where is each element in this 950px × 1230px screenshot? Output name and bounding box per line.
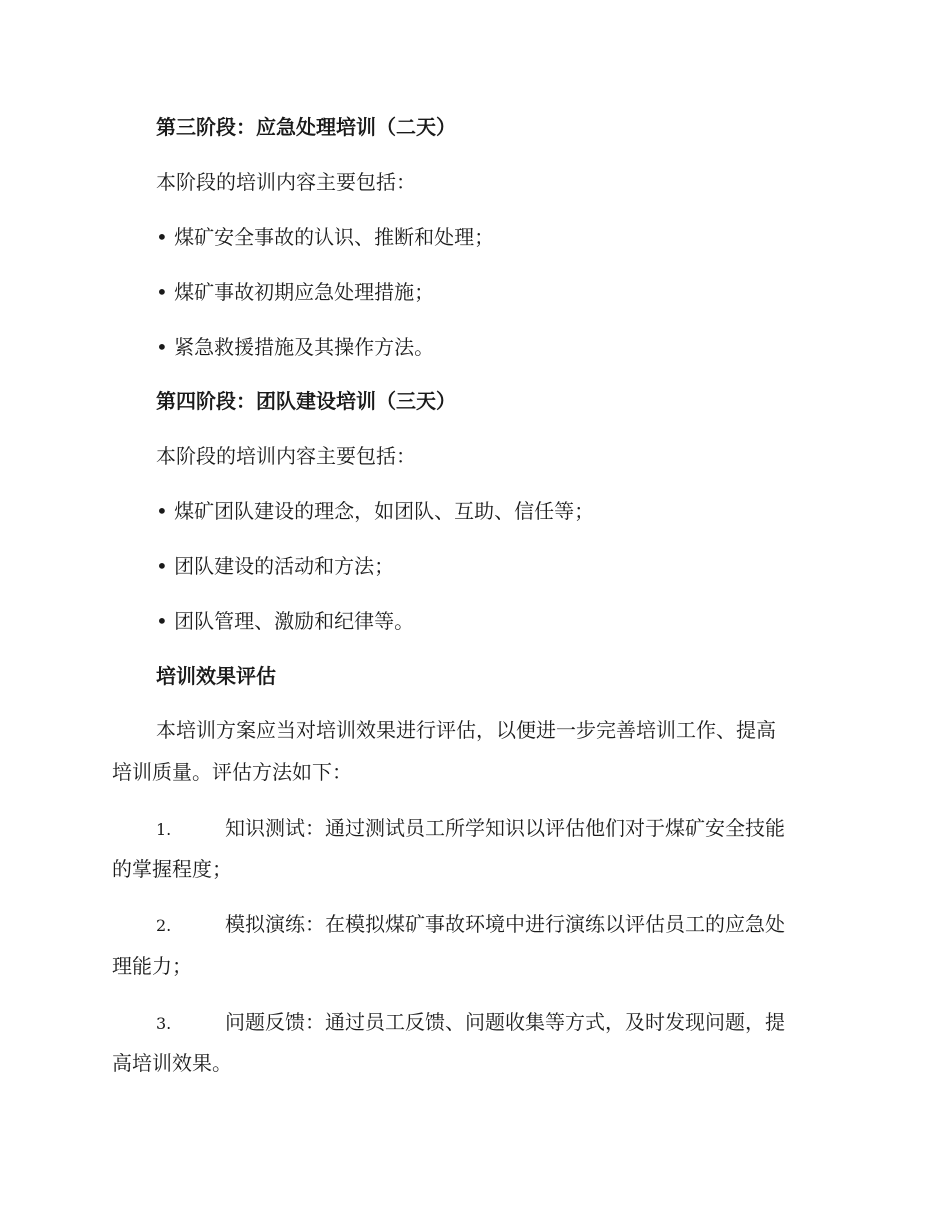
method-1-line1 [156, 808, 785, 850]
method-2-line1 [156, 904, 785, 946]
evaluation-heading: 培训效果评估 [156, 664, 276, 688]
stage3-item-3: • 紧急救援措施及其操作方法。 [156, 335, 435, 359]
method-3-line2: 高培训效果。 [112, 1051, 232, 1075]
method-3-number: 3. [156, 1014, 172, 1033]
stage4-intro: 本阶段的培训内容主要包括： [156, 444, 416, 468]
stage4-item-3: • 团队管理、激励和纪律等。 [156, 609, 415, 633]
stage4-item-1: • 煤矿团队建设的理念，如团队、互助、信任等； [156, 499, 595, 523]
stage4-heading: 第四阶段：团队建设培训（三天） [156, 389, 456, 413]
stage3-item-2: • 煤矿事故初期应急处理措施； [156, 280, 435, 304]
evaluation-para-line1: 本培训方案应当对培训效果进行评估，以便进一步完善培训工作、提高 [156, 718, 776, 742]
stage3-item-1: • 煤矿安全事故的认识、推断和处理； [156, 225, 495, 249]
method-1-number: 1. [156, 820, 172, 839]
method-3-text: 问题反馈：通过员工反馈、问题收集等方式，及时发现问题，提 [225, 1010, 785, 1034]
evaluation-para-line2: 培训质量。评估方法如下： [112, 760, 352, 784]
stage4-item-2: • 团队建设的活动和方法； [156, 554, 395, 578]
method-2-number: 2. [156, 916, 172, 935]
method-1-line2: 的掌握程度； [112, 857, 232, 881]
method-2-line2: 理能力； [112, 954, 192, 978]
method-1-text: 知识测试：通过测试员工所学知识以评估他们对于煤矿安全技能 [225, 816, 785, 840]
stage3-intro: 本阶段的培训内容主要包括： [156, 170, 416, 194]
method-2-text: 模拟演练：在模拟煤矿事故环境中进行演练以评估员工的应急处 [225, 912, 785, 936]
method-3-line1 [156, 1002, 785, 1044]
stage3-heading: 第三阶段：应急处理培训（二天） [156, 115, 456, 139]
